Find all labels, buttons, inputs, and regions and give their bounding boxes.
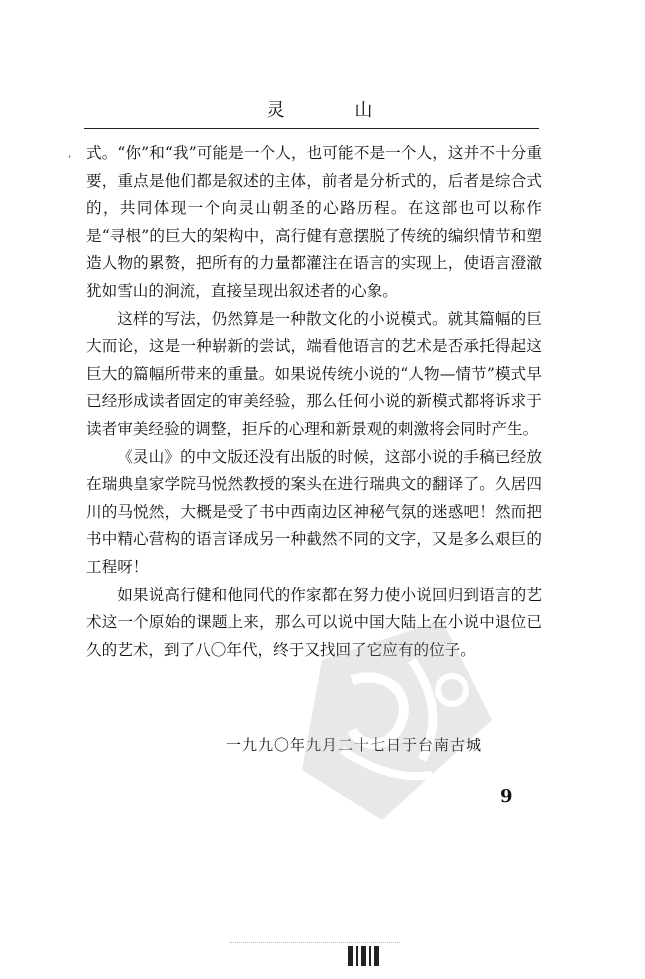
bottom-dotted-rule bbox=[230, 942, 400, 943]
running-header-title: 灵 山 bbox=[266, 100, 405, 121]
header-rule bbox=[84, 128, 539, 129]
paragraph-3: 《灵山》的中文版还没有出版的时候，这部小说的手稿已经放在瑞典皇家学院马悦然教授的案头在进行瑞典文的翻译了。久居四川的马悦然，大概是受了书中西南边区神秘气氛的迷惑吧！然而把书中精心营构的语言译成另一种截然不同的文字，又是多么艰巨的工程呀！ bbox=[86, 447, 542, 576]
page-number: 9 bbox=[500, 786, 513, 807]
barcode-mark-icon bbox=[348, 946, 388, 968]
paragraph-2: 这样的写法，仍然算是一种散文化的小说模式。就其篇幅的巨大而论，这是一种崭新的尝试，端看他语言的艺术是否承托得起这巨大的篇幅所带来的重量。如果说传统小说的“人物—情节”模式早已经形成读者固定的审美经验，那么任何小说的新模式都将诉求于读者审美经验的调整，拒斥的心理和新景观的刺激将会同时产生。 bbox=[86, 309, 542, 438]
paragraph-1: 式。“你”和“我”可能是一个人，也可能不是一个人，这并不十分重要，重点是他们都是叙述的主体，前者是分析式的，后者是综合式的，共同体现一个向灵山朝圣的心路历程。在这部也可以称作是“寻根”的巨大的架构中，高行健有意摆脱了传统的编织情节和塑造人物的累赘，把所有的力量都灌注在语言的实现上，使语言澄澈犹如雪山的涧流，直接呈现出叙述者的心象。 bbox=[86, 144, 542, 300]
paragraph-4: 如果说高行健和他同代的作家都在努力使小说回归到语言的艺术这一个原始的课题上来，那么可以说中国大陆上在小说中退位已久的艺术，到了八〇年代，终于又找回了它应有的位子。 bbox=[86, 585, 542, 659]
margin-mark-icon: ’ bbox=[68, 155, 72, 166]
body-text bbox=[86, 140, 542, 664]
signature-date: 一九九〇年九月二十七日于台南古城 bbox=[226, 736, 483, 754]
